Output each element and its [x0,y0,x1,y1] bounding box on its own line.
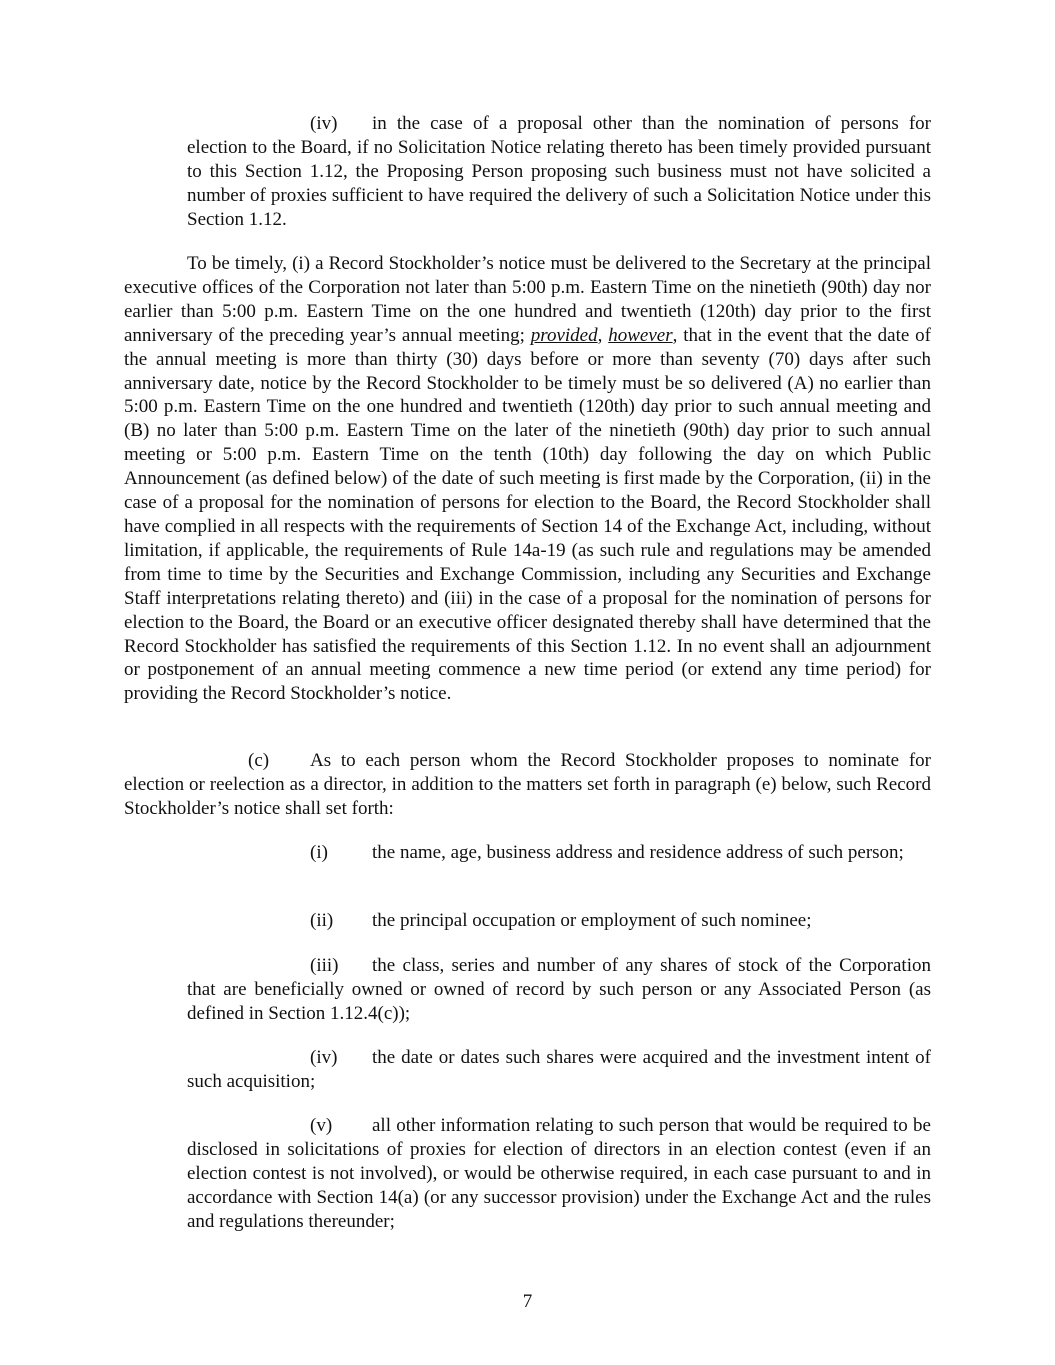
paragraph-ii-occupation [187,909,931,933]
emphasis-provided: provided [530,324,598,346]
paragraph-i-name [187,841,931,865]
paragraph-iii-shares [187,954,931,1026]
paragraph-iv-acquisition [187,1046,931,1094]
page-number: 7 [522,1291,533,1312]
paragraph-v-other-information [187,1114,931,1234]
paragraph-text: the principal occupation or employment of such nominee; [372,910,812,931]
paragraph-text: all other information relating to such person that would be required to be disclosed in solicitations of proxies for election of directors in an election contest (even if an election contest is not involved), or would be otherwise required, in each case pursuant to and in accordance with Section 14(a) (or any successor provision) under the Exchange Act and the rules and regulations thereunder; [187,1115,931,1232]
paragraph-number: (iii) [310,955,339,976]
paragraph-text: the name, age, business address and residence address of such person; [372,842,904,863]
paragraph-c-nominee [124,749,931,821]
paragraph-number: (ii) [310,910,334,931]
paragraph-number: (iv) [310,1047,338,1068]
paragraph-text: As to each person whom the Record Stockholder proposes to nominate for election or reelection as a director, in addition to the matters set forth in paragraph (e) below, such Record Stockholder’s notice shall set forth: [124,750,931,819]
paragraph-timeliness: To be timely, (i) a Record Stockholder’s notice must be delivered to the Secretary at the principal executive offices of the Corporation not later than 5:00 p.m. Eastern Time on the ninetieth (90th) day nor earlier than 5:00 p.m. Eastern Time on the one hundred and twentieth (120th) day prior to the first anniversary of the preceding year’s annual meeting; provided, however, that in the event that the date of the annual meeting is more than thirty (30) days before or more than seventy (70) days after such anniversary date, notice by the Record Stockholder to be timely must be so delivered (A) no earlier than 5:00 p.m. Eastern Time on the one hundred and twentieth (120th) day prior to such annual meeting and (B) no later than 5:00 p.m. Eastern Time on the later of the ninetieth (90th) day prior to such annual meeting or 5:00 p.m. Eastern Time on the tenth (10th) day following the day on which Public Announcement (as defined below) of the date of such meeting is first made by the Corporation, (ii) in the case of a proposal for the nomination of persons for election to the Board, the Record Stockholder shall have complied in all respects with the requirements of Section 14 of the Exchange Act, including, without limitation, if applicable, the requirements of Rule 14a-19 (as such rule and regulations may be amended from time to time by the Securities and Exchange Commission, including any Securities and Exchange Staff interpretations relating thereto) and (iii) in the case of a proposal for the nomination of persons for election to the Board, the Board or an executive officer designated thereby shall have determined that the Record Stockholder has satisfied the requirements of this Section 1.12. In no event shall an adjournment or postponement of an annual meeting commence a new time period (or extend any time period) for providing the Record Stockholder’s notice. [124,253,931,705]
paragraph-text: the class, series and number of any shares of stock of the Corporation that are beneficially owned or owned of record by such person or any Associated Person (as defined in Section 1.12.4(c)); [187,955,931,1024]
paragraph-text: in the case of a proposal other than the nomination of persons for election to the Board, if no Solicitation Notice relating thereto has been timely provided pursuant to this Section 1.12, the Proposing Person proposing such business must not have solicited a number of proxies sufficient to have required the delivery of such a Solicitation Notice under this Section 1.12. [187,113,931,230]
paragraph-text-continued: , that in the event that the date of the annual meeting is more than thirty (30) days before or more than seventy (70) days after such anniversary date, notice by the Record Stockholder to be timely must be so delivered (A) no earlier than 5:00 p.m. Eastern Time on the one hundred and twentieth (120th) day prior to such annual meeting and (B) no later than 5:00 p.m. Eastern Time on the later of the ninetieth (90th) day prior to such annual meeting or 5:00 p.m. Eastern Time on the tenth (10th) day following the day on which Public Announcement (as defined below) of the date of such meeting is first made by the Corporation, (ii) in the case of a proposal for the nomination of persons for election to the Board, the Record Stockholder shall have complied in all respects with the requirements of Section 14 of the Exchange Act, including, without limitation, if applicable, the requirements of Rule 14a-19 (as such rule and regulations may be amended from time to time by the Securities and Exchange Commission, including any Securities and Exchange Staff interpretations relating thereto) and (iii) in the case of a proposal for the nomination of persons for election to the Board, the Board or an executive officer designated thereby shall have determined that the Record Stockholder has satisfied the requirements of this Section 1.12. In no event shall an adjournment or postponement of an annual meeting commence a new time period (or extend any time period) for providing the Record Stockholder’s notice. [124,324,931,705]
paragraph-text: To be timely, (i) a Record Stockholder’s notice must be delivered to the Secretary at the principal executive offices of the Corporation not later than 5:00 p.m. Eastern Time on the ninetieth (90th) day nor earlier than 5:00 p.m. Eastern Time on the one hundred and twentieth (120th) day prior to the first anniversary of the preceding year’s annual meeting; [124,253,931,346]
paragraph-number: (v) [310,1115,333,1136]
paragraph-text: the date or dates such shares were acquired and the investment intent of such acquisition; [187,1047,931,1092]
emphasis-however: however [608,324,673,346]
paragraph-number: (iv) [310,113,338,134]
paragraph-number: (i) [310,842,328,863]
paragraph-iv-proposal [187,112,931,232]
paragraph-number: (c) [248,750,270,771]
